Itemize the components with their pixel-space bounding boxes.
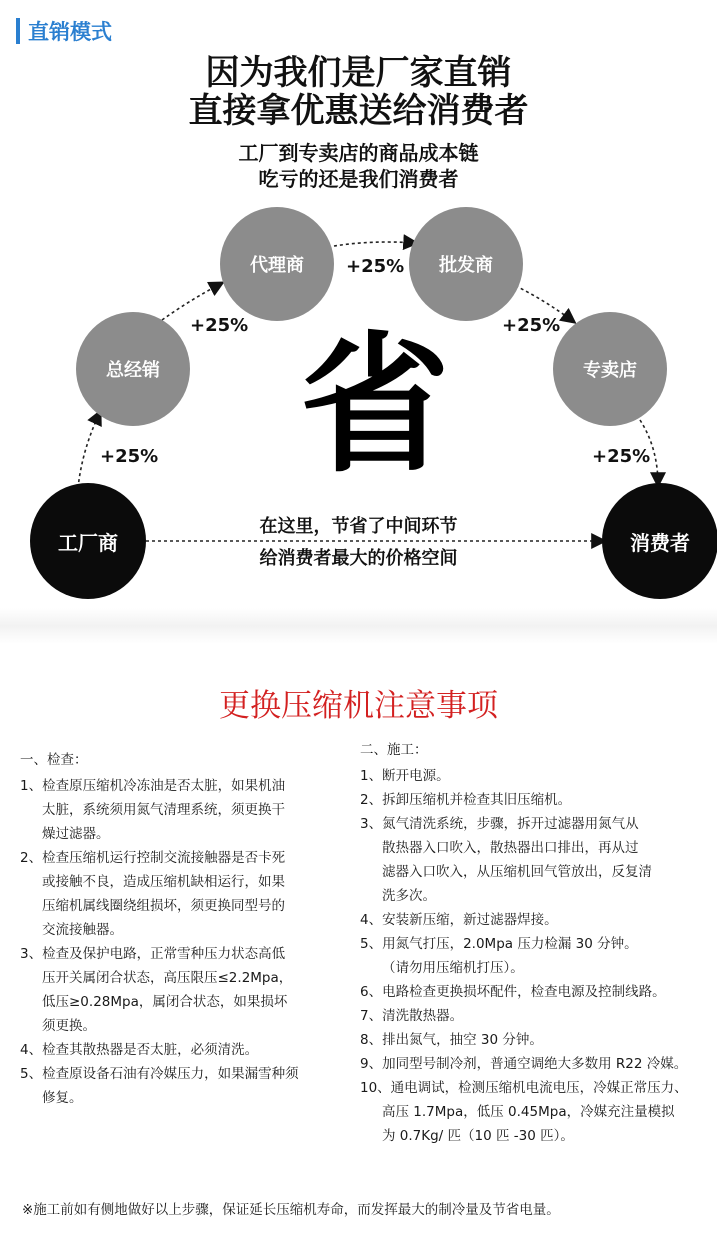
markup-label-4: +25% [502,315,561,336]
section-title: 直销模式 [28,20,112,44]
node-consumer: 消费者 [602,483,717,599]
construction-column [360,738,705,1148]
list-item-continuation: 滤器入口吹入，从压缩机回气管放出，反复清 [382,864,652,880]
list-item [20,774,335,846]
construction-heading: 二、施工： [360,742,428,758]
headline-line-1: 因为我们是厂家直销 [205,53,512,93]
list-item [360,764,705,788]
list-item-continuation: 交流接触器。 [42,922,123,938]
list-item [20,1038,335,1062]
list-item [20,846,335,942]
inspection-heading: 一、检查： [20,752,88,768]
list-item-continuation: 洗多次。 [382,888,436,904]
list-item-continuation: 太脏，系统须用氮气清理系统，须更换干 [42,802,285,818]
arrow-factory-general [78,412,100,488]
list-item-continuation: 燥过滤器。 [42,826,110,842]
list-item-text: 4、检查其散热器是否太脏，必须清洗。 [20,1042,259,1058]
list-item-continuation: 压缩机属线圈绕组损坏，须更换同型号的 [42,898,285,914]
list-item [360,788,705,812]
list-item [20,1062,335,1110]
node-agent: 代理商 [220,207,334,321]
list-item-continuation: 散热器入口吹入，散热器出口排出，再从过 [382,840,639,856]
subheadline-line-2: 吃亏的还是我们消费者 [258,167,459,191]
list-item-continuation: 压开关属闭合状态，高压限压≤2.2Mpa， [42,970,293,986]
list-item-text: 5、检查原设备石油有冷媒压力，如果漏雪种须 [20,1066,299,1082]
middle-text-line-1: 在这里，节省了中间环节 [259,516,458,537]
markup-label-5: +25% [592,446,651,467]
list-item-continuation: 低压≥0.28Mpa，属闭合状态，如果损坏 [42,994,288,1010]
list-item-continuation: 高压 1.7Mpa，低压 0.45Mpa，冷媒充注量模拟 [382,1104,675,1120]
list-item-continuation: 修复。 [42,1090,83,1106]
list-item [360,980,705,1004]
markup-label-1: +25% [100,446,159,467]
markup-label-2: +25% [190,315,249,336]
list-item [360,1004,705,1028]
list-item-continuation: （请勿用压缩机打压）。 [382,960,524,976]
list-item-text: 2、检查压缩机运行控制交流接触器是否卡死 [20,850,286,866]
list-item-text: 3、检查及保护电路，正常雪种压力状态高低 [20,946,286,962]
notice-title: 更换压缩机注意事项 [219,688,498,724]
list-item [360,932,705,980]
list-item [360,812,705,908]
node-wholesaler: 批发商 [409,207,523,321]
list-item [360,1028,705,1052]
node-factory: 工厂商 [30,483,146,599]
markup-label-3: +25% [346,256,405,277]
list-item [360,1076,705,1148]
list-item [360,1052,705,1076]
subheadline-line-1: 工厂到专卖店的商品成本链 [238,141,479,165]
list-item-text: 7、清洗散热器。 [360,1008,464,1024]
list-item-text: 5、用氮气打压，2.0Mpa 压力检漏 30 分钟。 [360,936,638,952]
list-item-text: 10、通电调试，检测压缩机电流电压，冷媒正常压力、 [360,1080,688,1096]
save-character: 省 [300,319,451,493]
list-item-continuation: 为 0.7Kg/ 匹（10 匹 -30 匹）。 [382,1128,574,1144]
list-item-text: 9、加同型号制冷剂，普通空调绝大多数用 R22 冷媒。 [360,1056,688,1072]
list-item-text: 8、排出氮气，抽空 30 分钟。 [360,1032,543,1048]
list-item-text: 3、氮气清洗系统，步骤，拆开过滤器用氮气从 [360,816,639,832]
inspection-column [20,748,335,1110]
list-item-text: 6、电路检查更换损坏配件，检查电源及控制线路。 [360,984,666,1000]
middle-text-line-2: 给消费者最大的价格空间 [259,548,458,569]
arrow-agent-wholesaler [334,242,416,246]
footer-note: ※施工前如有侧地做好以上步骤，保证延长压缩机寿命，而发挥最大的制冷量及节省电量。 [22,1202,560,1218]
headline-line-2: 直接拿优惠送给消费者 [188,91,529,131]
list-item-text: 2、拆卸压缩机并检查其旧压缩机。 [360,792,572,808]
list-item-continuation: 或接触不良，造成压缩机缺相运行，如果 [42,874,285,890]
node-general-distributor: 总经销 [76,312,190,426]
list-item-continuation: 须更换。 [42,1018,96,1034]
list-item-text: 1、断开电源。 [360,768,450,784]
list-item-text: 1、检查原压缩机冷冻油是否太脏，如果机油 [20,778,286,794]
list-item [20,942,335,1038]
list-item-text: 4、安装新压缩，新过滤器焊接。 [360,912,558,928]
section-divider [0,608,717,644]
node-store: 专卖店 [553,312,667,426]
list-item [360,908,705,932]
